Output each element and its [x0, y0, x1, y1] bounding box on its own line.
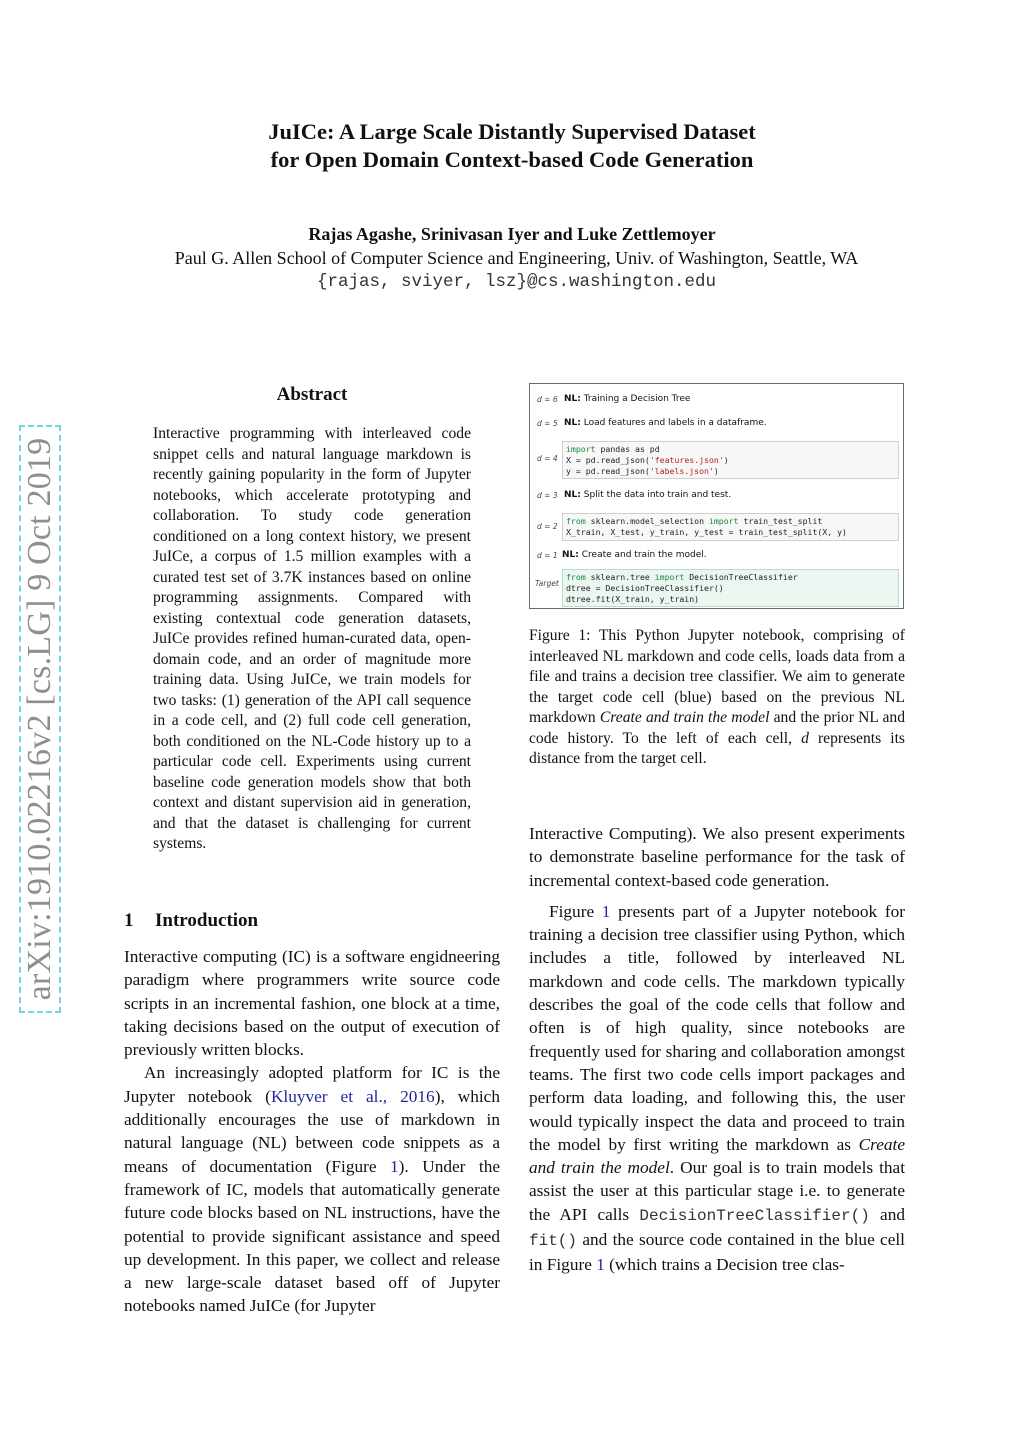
code-keyword: from — [566, 516, 586, 526]
text-span: represents its distance from the target cell. — [529, 729, 905, 767]
text-span: and — [869, 1204, 905, 1224]
distance-label: d = 3 — [537, 491, 558, 500]
code-keyword: import — [654, 572, 685, 582]
code-text: DecisionTreeClassifier — [684, 572, 798, 582]
section-number: 1 — [124, 910, 134, 931]
authors: Rajas Agashe, Srinivasan Iyer and Luke Zettlemoyer — [308, 224, 716, 244]
nl-label: NL: — [564, 394, 581, 404]
figure-ref-link[interactable]: 1 — [390, 1156, 399, 1176]
distance-label: d = 2 — [537, 522, 558, 531]
code-text: ) — [713, 465, 719, 476]
code-cell — [562, 441, 899, 479]
nl-label: NL: — [562, 550, 579, 560]
paragraph — [529, 900, 905, 1277]
distance-label: d = 4 — [537, 454, 558, 463]
target-label: Target — [535, 579, 559, 588]
affiliation: Paul G. Allen School of Computer Science and Engineering, Univ. of Washington, Seattle, WA — [174, 248, 859, 268]
nl-cell — [564, 418, 767, 428]
code-text: pandas as pd — [595, 444, 660, 454]
paragraph: Interactive Computing). We also present experiments to demonstrate baseline performance for the task of incremental context-based code generation. — [529, 824, 905, 890]
nl-cell — [562, 550, 707, 560]
distance-label: d = 5 — [537, 419, 558, 428]
inline-code: fit() — [529, 1232, 578, 1251]
title-line-2: for Open Domain Context-based Code Generation — [270, 147, 754, 172]
section-heading — [124, 910, 258, 932]
text-span: and the source code contained in the blue cell in Figure — [529, 1230, 905, 1275]
nl-cell — [564, 490, 731, 500]
text-span: An increasingly adopted platform for IC is the Jupyter notebook ( — [124, 1063, 500, 1106]
text-span: ). Under the framework of IC, models that automatically generate future code blocks based on NL instructions, have the potential to provide significant assistance and speed up development. In this paper, we collect and release a new large-scale dataset based off of Jupyter notebooks named JuICe (for Jupyter — [124, 1156, 500, 1316]
code-text: X_train, X_test, y_train, y_test = train_test_split(X, y) — [566, 526, 847, 537]
right-column-text — [529, 822, 905, 1277]
target-code-cell — [562, 569, 899, 607]
code-cell — [562, 513, 899, 541]
code-text: dtree = DecisionTreeClassifier() — [566, 582, 724, 593]
intro-text — [124, 945, 500, 1318]
distance-label: d = 1 — [537, 551, 558, 560]
code-text: dtree.fit(X_train, y_train) — [566, 593, 700, 604]
email: {rajas, sviyer, lsz}@cs.washington.edu — [316, 272, 717, 292]
nl-text: Load features and labels in a dataframe. — [583, 418, 767, 428]
code-keyword: import — [566, 444, 596, 454]
text-span: and the prior NL and code history. To the left of each cell, — [529, 709, 905, 747]
code-text: y = pd.read_json( — [566, 465, 650, 476]
code-text: ) — [723, 454, 729, 465]
figure-ref-link[interactable]: 1 — [601, 901, 611, 921]
paper-title — [0, 118, 1024, 174]
nl-label: NL: — [564, 490, 581, 500]
code-string: 'features.json' — [649, 454, 724, 465]
nl-label: NL: — [564, 418, 581, 428]
nl-text: Training a Decision Tree — [583, 394, 691, 404]
text-span: d — [801, 729, 809, 747]
inline-code: DecisionTreeClassifier() — [639, 1206, 870, 1225]
intro-paragraph-2 — [124, 1061, 500, 1317]
intro-paragraph-1: Interactive computing (IC) is a software engidneering paradigm where programmers write source code scripts in an incremental fashion, one block at a time, taking decisions based on the output of execution of previously written blocks. — [124, 947, 500, 1060]
citation-link[interactable]: Kluyver et al., 2016 — [270, 1086, 435, 1106]
code-text: sklearn.tree — [585, 572, 655, 582]
text-span: (which trains a Decision tree clas- — [604, 1255, 845, 1275]
code-keyword: import — [708, 516, 739, 526]
nl-cell — [564, 394, 690, 404]
code-string: 'labels.json' — [649, 465, 714, 476]
section-title: Introduction — [155, 910, 259, 931]
nl-text: Create and train the model. — [581, 550, 707, 560]
code-keyword: from — [566, 572, 586, 582]
code-text: sklearn.model_selection — [585, 516, 709, 526]
text-span: Create and train the model — [529, 1134, 905, 1178]
text-span: presents part of a Jupyter notebook for training a decision tree classifier using Python, which includes a title, followed by interleaved NL markdown and code cells. The markdown typically describes the goal of the code cells that follow and often is of high quality, since notebooks are frequently used for sharing and collaboration amongst teams. The first two code cells import packages and perform data loading, and following this, the user would typically inspect the data and proceed to train the model by first writing the markdown as — [529, 901, 905, 1154]
text-span: ), which additionally encourages the use of markdown in natural language (NL) between code snippets as a means of documentation (Figure — [124, 1086, 500, 1176]
text-span: Create and train the model — [599, 709, 770, 726]
abstract-body: Interactive programming with interleaved code snippet cells and natural language markdown is recently gaining popularity in the form of Jupyter notebooks, which accelerate prototyping and collaboration. To study code generation conditioned on a long context history, we present JuICe, a corpus of 1.5 million examples with a curated test set of 3.7K instances based on online programming assignments. Compared with existing contextual code generation datasets, JuICe provides refined human-curated data, open-domain code, and an order of magnitude more training data. Using JuICe, we train models for two tasks: (1) generation of the API call sequence in a code cell, and (2) full code cell generation, both conditioned on the NL-Code history up to a particular code cell. Experiments using current baseline code generation models show that both context and distant supervision aid in generation, and that the dataset is challenging for current systems. — [153, 425, 471, 852]
arxiv-id: arXiv:1910.02216v2 [cs.LG] 9 Oct 2019 — [21, 437, 58, 1001]
text-span: Figure 1: This Python Jupyter notebook, comprising of interleaved NL markdown and code cells, loads data from a file and trains a decision tree classifier. We aim to generate the target code cell (blue) based on the previous NL markdown — [529, 627, 905, 726]
figure-1 — [529, 383, 904, 609]
text-span: Figure — [549, 901, 602, 921]
distance-label: d = 6 — [537, 395, 558, 404]
title-line-1: JuICe: A Large Scale Distantly Supervised Dataset — [268, 119, 756, 144]
text-span: . Our goal is to train models that assist the user at this particular stage i.e. to generate the API calls — [529, 1158, 905, 1224]
figure-caption — [529, 626, 905, 770]
code-text: train_test_split — [738, 516, 823, 526]
code-text: X = pd.read_json( — [566, 454, 650, 465]
figure-ref-link[interactable]: 1 — [596, 1255, 605, 1275]
nl-text: Split the data into train and test. — [583, 490, 732, 500]
arxiv-stamp[interactable] — [19, 425, 61, 1013]
abstract-heading: Abstract — [276, 384, 348, 405]
